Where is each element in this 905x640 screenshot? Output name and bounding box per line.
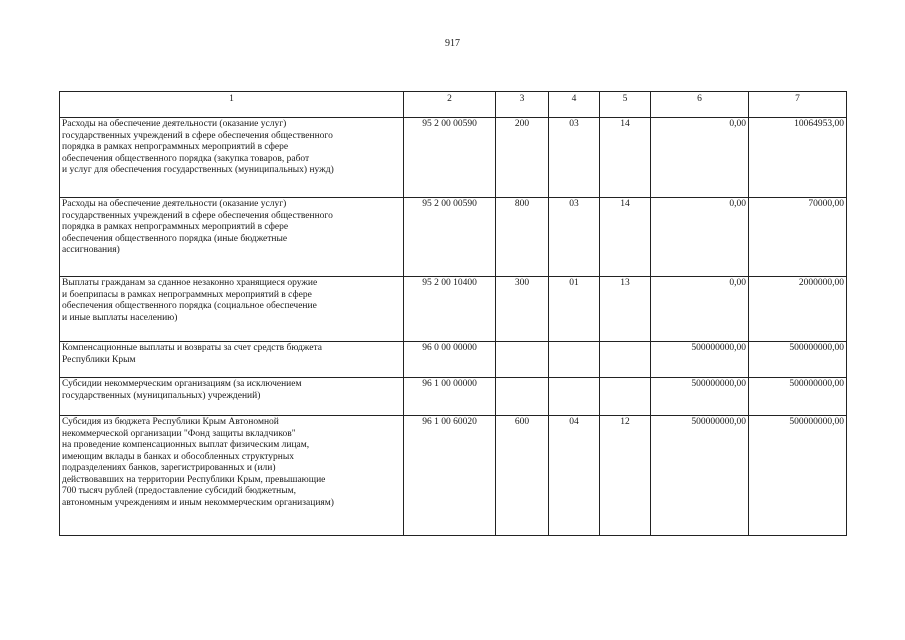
row-amount-col7: 2000000,00 [749, 277, 847, 342]
header-col-2: 2 [404, 92, 496, 118]
row-description: Выплаты гражданам за сданное незаконно хранящиеся оружие и боеприпасы в рамках непрограммных мероприятий в сфере обеспечения общественного порядка (социальное обеспечение и иные выплаты населению) [60, 277, 404, 342]
row-description: Субсидии некоммерческим организациям (за исключением государственных (муниципальных) учреждений) [60, 378, 404, 416]
row-amount-col6: 0,00 [651, 198, 749, 277]
row-subsection [600, 342, 651, 378]
row-expense-type: 200 [496, 118, 549, 198]
row-expense-type: 800 [496, 198, 549, 277]
row-target-article: 96 1 00 60020 [404, 416, 496, 536]
budget-table [59, 91, 847, 536]
row-subsection: 13 [600, 277, 651, 342]
row-target-article: 95 2 00 10400 [404, 277, 496, 342]
row-expense-type [496, 378, 549, 416]
row-amount-col7: 10064953,00 [749, 118, 847, 198]
row-amount-col6: 500000000,00 [651, 378, 749, 416]
row-amount-col6: 500000000,00 [651, 342, 749, 378]
row-description: Расходы на обеспечение деятельности (оказание услуг) государственных учреждений в сфере обеспечения общественного порядка в рамках непрограммных мероприятий в сфере обеспечения общественного порядка (закупка товаров, работ и услуг для обеспечения государственных (муниципальных) нужд) [60, 118, 404, 198]
table-row [60, 378, 847, 416]
row-amount-col7: 500000000,00 [749, 342, 847, 378]
row-amount-col6: 0,00 [651, 277, 749, 342]
page-number: 917 [445, 38, 460, 49]
header-col-7: 7 [749, 92, 847, 118]
row-amount-col7: 500000000,00 [749, 416, 847, 536]
table-header [60, 92, 847, 118]
row-target-article: 95 2 00 00590 [404, 198, 496, 277]
header-col-4: 4 [549, 92, 600, 118]
row-amount-col7: 70000,00 [749, 198, 847, 277]
table-row [60, 277, 847, 342]
row-description: Расходы на обеспечение деятельности (оказание услуг) государственных учреждений в сфере обеспечения общественного порядка в рамках непрограммных мероприятий в сфере обеспечения общественного порядка (иные бюджетные ассигнования) [60, 198, 404, 277]
row-expense-type: 600 [496, 416, 549, 536]
row-subsection: 14 [600, 198, 651, 277]
row-expense-type [496, 342, 549, 378]
table-row [60, 342, 847, 378]
table-row [60, 118, 847, 198]
row-amount-col6: 500000000,00 [651, 416, 749, 536]
row-subsection: 12 [600, 416, 651, 536]
row-amount-col6: 0,00 [651, 118, 749, 198]
row-section: 04 [549, 416, 600, 536]
header-col-5: 5 [600, 92, 651, 118]
row-target-article: 95 2 00 00590 [404, 118, 496, 198]
header-col-1: 1 [60, 92, 404, 118]
table-row [60, 198, 847, 277]
row-target-article: 96 1 00 00000 [404, 378, 496, 416]
header-row [60, 92, 847, 118]
row-description: Субсидия из бюджета Республики Крым Автономной некоммерческой организации "Фонд защиты вкладчиков" на проведение компенсационных выплат физическим лицам, имеющим вклады в банках и обособленных структурных подразделениях банков, зарегистрированных и (или) действовавших на территории Республики Крым, превышающие 700 тысяч рублей (предоставление субсидий бюджетным, автономным учреждениям и иным некоммерческим организациям) [60, 416, 404, 536]
row-amount-col7: 500000000,00 [749, 378, 847, 416]
row-subsection: 14 [600, 118, 651, 198]
row-section [549, 342, 600, 378]
row-section: 03 [549, 118, 600, 198]
header-col-3: 3 [496, 92, 549, 118]
row-subsection [600, 378, 651, 416]
row-expense-type: 300 [496, 277, 549, 342]
row-section [549, 378, 600, 416]
row-section: 01 [549, 277, 600, 342]
table-row [60, 416, 847, 536]
row-section: 03 [549, 198, 600, 277]
header-col-6: 6 [651, 92, 749, 118]
table-body [60, 118, 847, 536]
row-description: Компенсационные выплаты и возвраты за счет средств бюджета Республики Крым [60, 342, 404, 378]
row-target-article: 96 0 00 00000 [404, 342, 496, 378]
